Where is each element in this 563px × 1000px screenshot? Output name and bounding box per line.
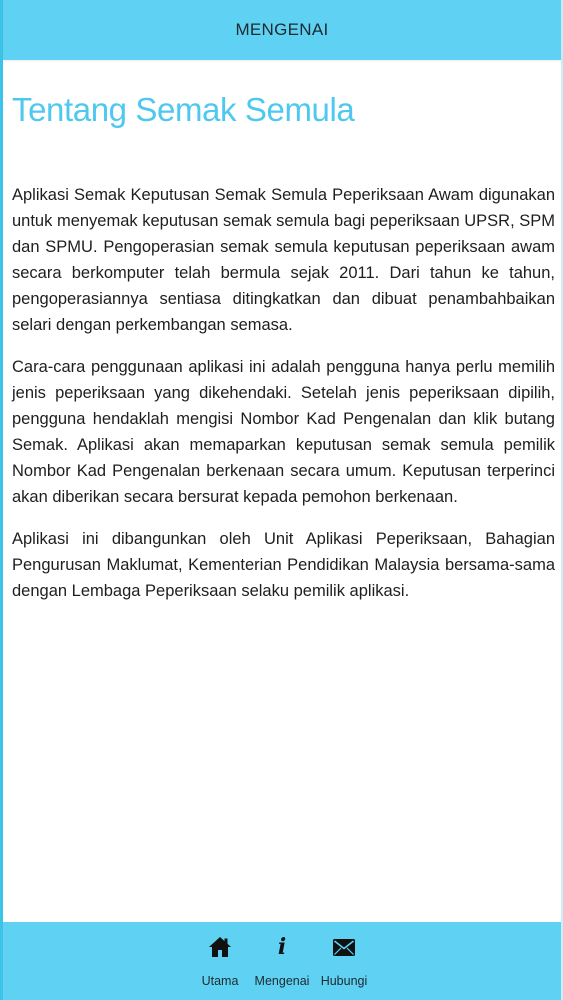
nav-label-utama: Utama: [201, 974, 239, 988]
info-glyph: i: [277, 934, 287, 960]
about-paragraph-1: Aplikasi Semak Keputusan Semak Semula Peperiksaan Awam digunakan untuk menyemak keputusan semak semula bagi peperiksaan UPSR, SPM dan SPMU. Pengoperasian semak semula keputusan peperiksaan awam secara berkomputer telah bermula sejak 2011. Dari tahun ke tahun, pengoperasiannya sentiasa ditingkatkan dan dibuat penambahbaikan selari dengan perkembangan semasa.: [12, 186, 555, 334]
info-icon: [278, 934, 286, 960]
nav-item-utama[interactable]: [191, 934, 249, 988]
nav-item-mengenai[interactable]: [253, 934, 311, 988]
bottom-nav: [191, 934, 373, 988]
bottom-nav-bar: [3, 922, 561, 1000]
nav-label-hubungi: Hubungi: [320, 974, 368, 988]
nav-label-mengenai: Mengenai: [254, 974, 310, 988]
home-icon: [208, 934, 232, 960]
header-title: MENGENAI: [235, 20, 329, 39]
envelope-icon: [333, 934, 355, 960]
top-app-bar: [3, 0, 561, 60]
page-title: Tentang Semak Semula: [12, 91, 355, 128]
about-paragraph-2: Cara-cara penggunaan aplikasi ini adalah pengguna hanya perlu memilih jenis peperiksaan yang dikehendaki. Setelah jenis peperiksaan dipilih, pengguna hendaklah mengisi Nombor Kad Pengenalan dan klik butang Semak. Aplikasi akan memaparkan keputusan semak semula pemilik Nombor Kad Pengenalan berkenaan secara umum. Keputusan terperinci akan diberikan secara bersurat kepada pemohon berkenaan.: [12, 358, 555, 506]
about-paragraph-3: Aplikasi ini dibangunkan oleh Unit Aplikasi Peperiksaan, Bahagian Pengurusan Maklumat, Kementerian Pendidikan Malaysia bersama-sama dengan Lembaga Peperiksaan selaku pemilik aplikasi.: [12, 530, 555, 600]
nav-item-hubungi[interactable]: [315, 934, 373, 988]
about-content: [12, 88, 555, 604]
